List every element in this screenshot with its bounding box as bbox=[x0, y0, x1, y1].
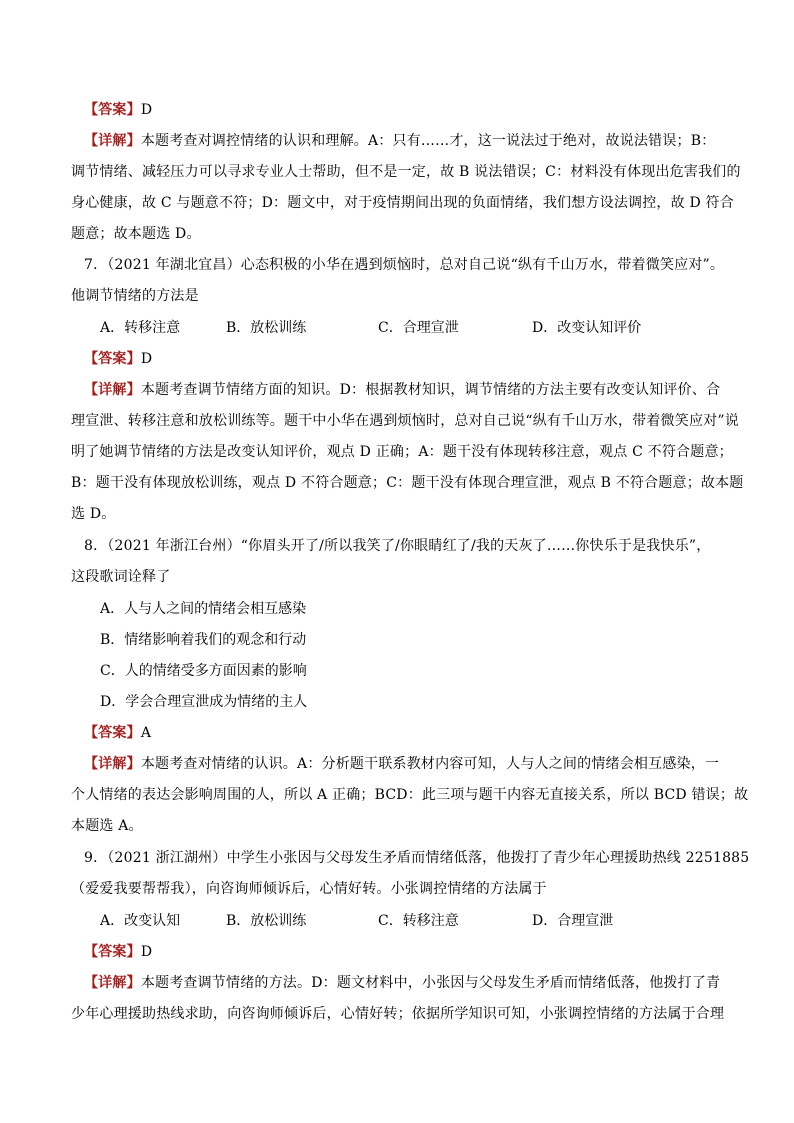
q9-detail-line bbox=[84, 973, 739, 993]
q7-option-c: C．合理宣泄 bbox=[378, 320, 459, 336]
q9-option-a: A．改变认知 bbox=[100, 913, 181, 929]
q7-option-b: B．放松训练 bbox=[226, 320, 307, 336]
detail-tag: 【详解】 bbox=[84, 133, 141, 149]
q9-answer-line bbox=[84, 942, 739, 962]
answer-value: D bbox=[140, 351, 153, 367]
q7-option-a: A．转移注意 bbox=[100, 320, 181, 336]
detail-line bbox=[84, 131, 739, 151]
detail-text: 本题考查对调控情绪的认识和理解。A：只有……才，这一说法过于绝对，故说法错误；B： bbox=[140, 133, 716, 149]
q8-answer-line bbox=[84, 723, 739, 743]
q7-detail-line: 选 D。 bbox=[71, 506, 116, 522]
q8-detail-line: 本题选 A。 bbox=[71, 818, 143, 834]
detail-line: 身心健康，故 C 与题意不符；D：题文中，对于疫情期间出现的负面情绪，我们想方设法调控，故 D 符合 bbox=[71, 195, 734, 211]
q7-option-d: D．改变认知评价 bbox=[532, 320, 642, 336]
answer-tag: 【答案】 bbox=[84, 725, 141, 741]
question-9-stem-cont: （爱爱我要帮帮我），向咨询师倾诉后，心情好转。小张调控情绪的方法属于 bbox=[71, 881, 547, 897]
question-9-stem: 9．（2021 浙江湖州）中学生小张因与父母发生矛盾而情绪低落，他拨打了青少年心理援助热线 2251885 bbox=[84, 850, 750, 866]
q7-detail-line bbox=[84, 380, 739, 400]
question-7-stem: 7．（2021 年湖北宜昌）心态积极的小华在遇到烦恼时，总对自己说“纵有千山万水，带着微笑应对”。 bbox=[84, 257, 725, 273]
q7-detail-line: 明了她调节情绪的方法是改变认知评价，观点 D 正确；A：题干没有体现转移注意，观点 C 不符合题意； bbox=[71, 444, 733, 460]
q8-option-a: A．人与人之间的情绪会相互感染 bbox=[100, 601, 307, 617]
answer-tag: 【答案】 bbox=[84, 351, 141, 367]
answer-value: A bbox=[140, 725, 152, 741]
answer-value: D bbox=[140, 102, 153, 118]
question-8-stem: 8．（2021 年浙江台州）“你眉头开了/所以我笑了/你眼睛红了/我的天灰了……你快乐于是我快乐”， bbox=[84, 538, 711, 554]
q7-detail-line: B：题干没有体现放松训练，观点 D 不符合题意；C：题干没有体现合理宣泄，观点 B 不符合题意；故本题 bbox=[71, 475, 744, 491]
q9-option-b: B．放松训练 bbox=[226, 913, 307, 929]
detail-text: 本题考查调节情绪方面的知识。D：根据教材知识，调节情绪的方法主要有改变认知评价、合 bbox=[140, 382, 721, 398]
q9-option-c: C．转移注意 bbox=[378, 913, 459, 929]
question-7-stem-cont: 他调节情绪的方法是 bbox=[71, 288, 199, 304]
answer-line bbox=[84, 100, 739, 120]
detail-text: 本题考查对情绪的认识。A：分析题干联系教材内容可知，人与人之间的情绪会相互感染，一 bbox=[140, 756, 720, 772]
q8-detail-line: 个人情绪的表达会影响周围的人，所以 A 正确；BCD：此三项与题干内容无直接关系，所以 BCD 错误；故 bbox=[71, 787, 749, 803]
detail-tag: 【详解】 bbox=[84, 382, 141, 398]
answer-tag: 【答案】 bbox=[84, 944, 141, 960]
detail-line: 调节情绪、减轻压力可以寻求专业人士帮助，但不是一定，故 B 说法错误；C：材料没有体现出危害我们的 bbox=[71, 164, 741, 180]
answer-value: D bbox=[140, 944, 153, 960]
detail-text: 本题考查调节情绪的方法。D：题文材料中，小张因与父母发生矛盾而情绪低落，他拨打了青 bbox=[140, 975, 721, 991]
q9-detail-line: 少年心理援助热线求助，向咨询师倾诉后，心情好转；依据所学知识可知，小张调控情绪的方法属于合理 bbox=[71, 1006, 725, 1022]
q7-detail-line: 理宣泄、转移注意和放松训练等。题干中小华在遇到烦恼时，总对自己说“纵有千山万水，带着微笑应对”说 bbox=[71, 413, 739, 429]
answer-tag: 【答案】 bbox=[84, 102, 141, 118]
q9-option-d: D．合理宣泄 bbox=[532, 913, 614, 929]
q8-option-b: B．情绪影响着我们的观念和行动 bbox=[100, 632, 307, 648]
detail-tag: 【详解】 bbox=[84, 756, 141, 772]
q7-answer-line bbox=[84, 349, 739, 369]
q8-detail-line bbox=[84, 754, 739, 774]
detail-line: 题意；故本题选 D。 bbox=[71, 226, 201, 242]
q8-option-d: D．学会合理宣泄成为情绪的主人 bbox=[100, 694, 308, 710]
detail-tag: 【详解】 bbox=[84, 975, 141, 991]
q8-option-c: C．人的情绪受多方面因素的影响 bbox=[100, 663, 307, 679]
question-8-stem-cont: 这段歌词诠释了 bbox=[71, 569, 171, 585]
